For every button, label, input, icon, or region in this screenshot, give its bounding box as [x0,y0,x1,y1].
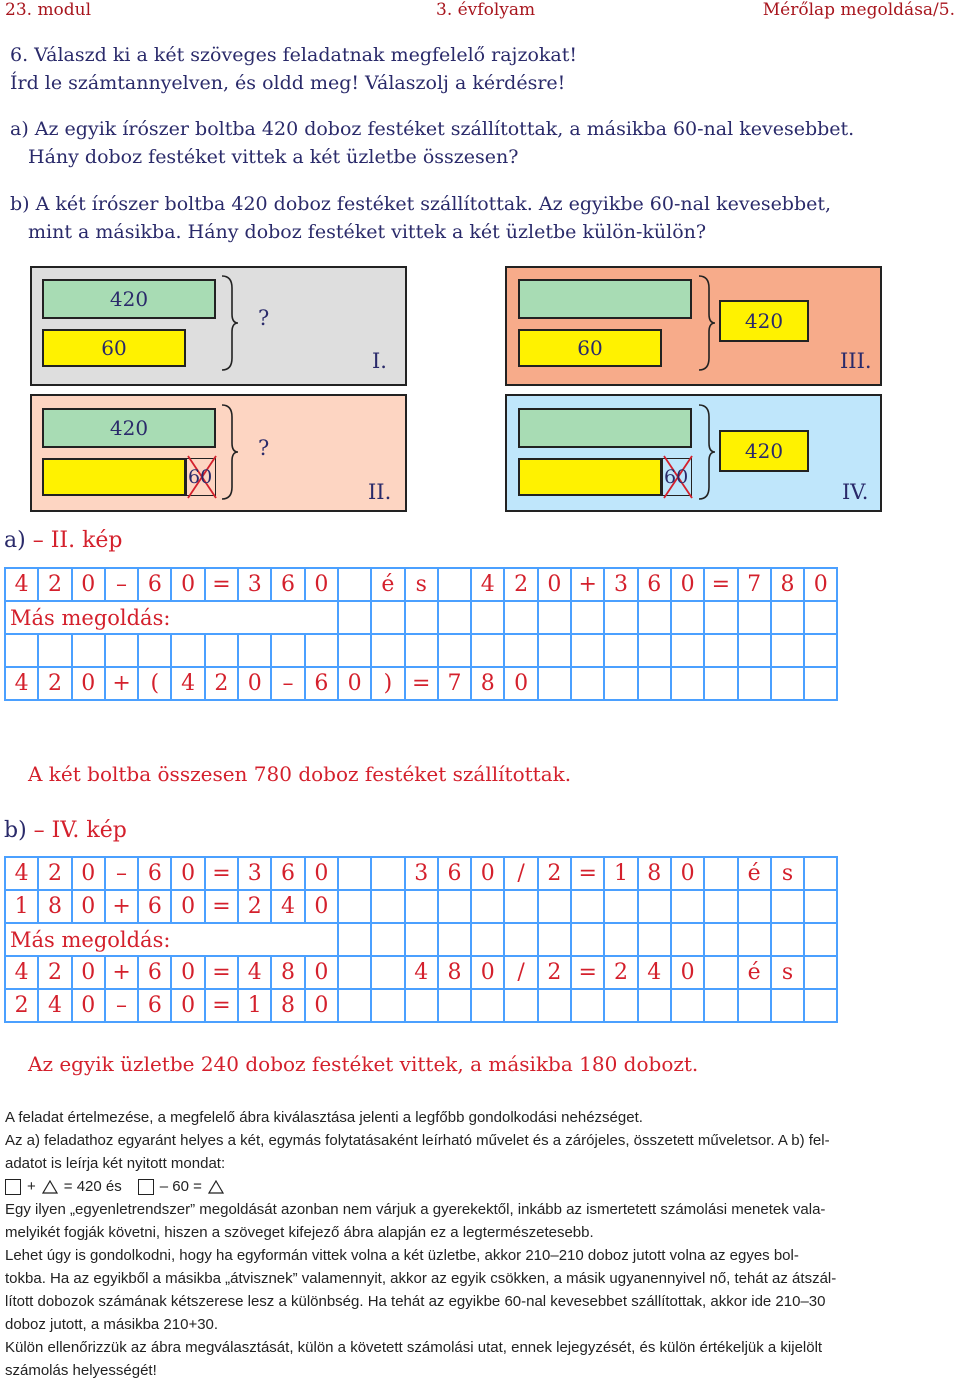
grid-cell: 0 [338,667,371,700]
grid-cell: 2 [504,568,537,601]
grid-cell: 0 [671,857,704,890]
grid-cell [571,989,604,1022]
grid-cell: 6 [138,857,171,890]
grid-cell: 8 [271,956,304,989]
grid-cell [638,667,671,700]
grid-cell: 4 [638,956,671,989]
grid-cell: 6 [138,989,171,1022]
task-a-line-2: Hány doboz festéket vittek a két üzletbe összesen? [28,146,519,168]
grid-cell: 0 [804,568,837,601]
grid-cell: 0 [305,989,338,1022]
grid-cell: – [105,568,138,601]
grid-cell: 0 [471,956,504,989]
task-line-1: 6. Válaszd ki a két szöveges feladatnak megfelelő rajzokat! [10,44,578,66]
grid-cell: 6 [138,956,171,989]
grid-cell: / [504,857,537,890]
note-3b: melyikét fogják követni, hiszen a szöveget kifejező ábra alapján ez a legtermészetesebb. [5,1224,594,1241]
square-icon [5,1179,21,1195]
grid-cell: 8 [638,857,671,890]
grid-cell: 0 [171,890,204,923]
grid-cell: 6 [138,890,171,923]
grid-cell [704,956,737,989]
note-5b: számolás helyességét! [5,1362,157,1379]
grid-cell: 1 [604,857,637,890]
grid-cell [771,890,804,923]
grid-cell [38,634,71,667]
grid-cell [671,634,704,667]
section-a-pick: – II. kép [32,528,123,553]
grid-cell [704,634,737,667]
grid-cell [5,634,38,667]
grid-cell: = [205,890,238,923]
grid-cell: 4 [171,667,204,700]
grid-cell [738,890,771,923]
grid-cell [604,989,637,1022]
grid-cell [72,634,105,667]
grid-cell [371,989,404,1022]
triangle-icon [208,1180,224,1194]
grid-cell: 0 [72,857,105,890]
grid-cell: 4 [271,890,304,923]
grid-cell [438,890,471,923]
grid-cell: é [738,956,771,989]
panel-label-3: III. [840,349,872,373]
grid-cell: 2 [38,667,71,700]
grid-cell: = [205,857,238,890]
diagram-panel-2[interactable] [30,394,407,512]
grid-cell [271,634,304,667]
grid-cell [405,634,438,667]
grid-cell [671,989,704,1022]
grid-cell: 0 [471,857,504,890]
grid-cell: ) [371,667,404,700]
square-icon [138,1179,154,1195]
grid-cell: 8 [471,667,504,700]
grid-cell [338,989,371,1022]
bar-long: 420 [42,279,216,319]
note-4c: lított dobozok számának kétszerese lesz a különbség. Ha tehát az egyikbe 60-nal kevesebbet szállítottak, akkor ide 210–30 [5,1293,826,1310]
grid-cell: 4 [5,857,38,890]
grid-cell [571,667,604,700]
brace-icon [220,403,240,501]
grid-cell [438,989,471,1022]
grid-cell [371,634,404,667]
grid-cell [371,890,404,923]
grid-cell: 0 [305,857,338,890]
grid-cell [438,568,471,601]
note-4a: Lehet úgy is gondolkodni, hogy ha egyformán vittek volna a két üzletbe, akkor 210–210 doboz jutott volna az egyes bol- [5,1247,799,1264]
grid-cell [704,667,737,700]
brace-icon [220,274,240,372]
question-mark: ? [258,306,270,330]
grid-cell: 2 [238,890,271,923]
grid-cell: 0 [72,890,105,923]
grid-cell [638,634,671,667]
grid-cell: 6 [638,568,671,601]
grid-cell [704,989,737,1022]
grid-a [4,567,838,701]
grid-cell [804,890,837,923]
grid-cell: 3 [238,568,271,601]
grid-cell: 3 [405,857,438,890]
grid-cell: 0 [238,667,271,700]
note-5a: Külön ellenőrizzük az ábra megválasztását, külön a követett számolási utat, ennek lejegyzését, és külön értékeljük a kijelölt [5,1339,823,1356]
grid-cell [804,989,837,1022]
grid-cell: – [105,989,138,1022]
grid-cell [771,667,804,700]
grid-cell: 0 [504,667,537,700]
grid-b [4,856,838,1023]
grid-cell: 0 [671,956,704,989]
grid-row [5,923,837,956]
grid-cell: + [105,890,138,923]
task-b-line-2: mint a másikba. Hány doboz festéket vittek a két üzletbe külön-külön? [28,221,707,243]
answer-a: A két boltba összesen 780 doboz festéket szállítottak. [28,762,572,786]
grid-cell: 0 [171,956,204,989]
grid-cell: é [738,857,771,890]
grid-cell [704,857,737,890]
note-equations: + = 420 és – 60 = [5,1175,955,1198]
difference-label: 60 [664,466,689,488]
grid-cell: s [771,857,804,890]
grid-cell: 0 [72,956,105,989]
grid-cell: / [504,956,537,989]
difference-label: 60 [188,466,213,488]
grid-cell [538,667,571,700]
grid-cell: + [105,956,138,989]
grid-cell: 2 [38,857,71,890]
grid-cell: + [105,667,138,700]
grid-row [5,956,837,989]
grid-cell [771,989,804,1022]
grid-cell: = [571,956,604,989]
grid-cell: 6 [271,568,304,601]
grid-cell: 4 [5,956,38,989]
task-b-line-1: b) A két írószer boltba 420 doboz festéket szállítottak. Az egyikbe 60-nal kevesebbet, [10,193,832,215]
grid-cell: 4 [238,956,271,989]
grid-cell [571,634,604,667]
grid-row [5,667,837,700]
note-2a: Az a) feladathoz egyaránt helyes a két, egymás folytatásaként leírható művelet és a zárójeles, összetett műveletsor. A b) fel- [5,1132,830,1149]
grid-row [5,857,837,890]
grid-cell: = [205,989,238,1022]
grid-cell [504,634,537,667]
grid-cell: 2 [604,956,637,989]
grid-cell [804,857,837,890]
task-line-2: Írd le számtannyelven, és oldd meg! Válaszolj a kérdésre! [10,72,566,94]
grid-cell: s [405,568,438,601]
grid-cell [238,634,271,667]
grid-cell: 3 [604,568,637,601]
bar-short: 60 [518,329,662,367]
grid-cell [604,667,637,700]
grid-cell [338,634,371,667]
grid-cell: 0 [171,989,204,1022]
grid-cell: 0 [171,857,204,890]
bar-short [42,458,186,496]
grid-cell [471,890,504,923]
grid-cell: 0 [72,568,105,601]
grid-cell [305,634,338,667]
grid-cell: 8 [38,890,71,923]
grid-cell [538,890,571,923]
grid-cell [338,890,371,923]
grid-cell [804,634,837,667]
grid-cell [405,890,438,923]
bar-long [518,408,692,448]
grid-cell: 8 [771,568,804,601]
grid-cell: 4 [5,667,38,700]
grid-cell: 4 [5,568,38,601]
grid-row [5,890,837,923]
note-1: A feladat értelmezése, a megfelelő ábra kiválasztása jelenti a legfőbb gondolkodási nehézséget. [5,1109,643,1126]
grid-cell: 0 [538,568,571,601]
grid-cell: = [205,956,238,989]
grid-cell: ( [138,667,171,700]
header-page: Mérőlap megoldása/5. [762,0,955,20]
grid-row [5,989,837,1022]
grid-cell [205,634,238,667]
note-3a: Egy ilyen „egyenletrendszer” megoldását azonban nem várjuk a gyerekektől, inkább az ismertetett számolási menetek vala- [5,1201,826,1218]
grid-cell [371,857,404,890]
grid-cell [471,634,504,667]
grid-cell [804,956,837,989]
grid-cell [538,989,571,1022]
grid-cell [338,956,371,989]
grid-cell: 6 [305,667,338,700]
total-box: 420 [719,430,809,472]
total-box: 420 [719,300,809,342]
grid-cell: 6 [138,568,171,601]
grid-cell [405,989,438,1022]
grid-cell [471,989,504,1022]
grid-cell: 2 [538,857,571,890]
grid-cell: 2 [205,667,238,700]
grid-cell [804,667,837,700]
grid-cell: 6 [438,857,471,890]
grid-cell: 7 [438,667,471,700]
grid-cell [704,890,737,923]
grid-cell: 2 [38,956,71,989]
answer-b: Az egyik üzletbe 240 doboz festéket vittek, a másikba 180 dobozt. [28,1052,699,1076]
grid-cell: s [771,956,804,989]
grid-cell: 6 [271,857,304,890]
task-a-line-1: a) Az egyik írószer boltba 420 doboz festéket szállítottak, a másikba 60-nal kevesebbet. [10,118,855,140]
question-mark: ? [258,436,270,460]
grid-cell [604,890,637,923]
panel-label-2: II. [368,480,392,504]
grid-cell [571,890,604,923]
diagram-panel-1[interactable] [30,266,407,386]
grid-cell: 8 [438,956,471,989]
bar-short [518,458,662,496]
grid-cell: = [205,568,238,601]
grid-cell: 8 [271,989,304,1022]
note-4b: tokba. Ha az egyikből a másikba „átvisznek” valamennyit, akkor az egyik csökken, a másik ugyanennyivel nő, tehát az átszál- [5,1270,837,1287]
grid-cell: 4 [471,568,504,601]
grid-cell: + [571,568,604,601]
grid-cell: é [371,568,404,601]
grid-cell [105,634,138,667]
note-2b: adatot is leírja két nyitott mondat: [5,1155,226,1172]
grid-row [5,634,837,667]
grid-cell: 2 [538,956,571,989]
grid-cell [338,857,371,890]
grid-cell: 0 [72,989,105,1022]
grid-row [5,601,837,634]
panel-label-1: I. [372,349,387,373]
grid-cell: 7 [738,568,771,601]
grid-cell [738,667,771,700]
triangle-icon [42,1180,58,1194]
grid-cell [638,890,671,923]
grid-cell: 3 [238,857,271,890]
grid-cell [738,634,771,667]
grid-cell: = [405,667,438,700]
grid-cell [438,634,471,667]
grid-label: Más megoldás: [5,923,338,956]
grid-cell [738,989,771,1022]
grid-cell [538,634,571,667]
section-b-pick: – IV. kép [33,818,127,843]
diagram-panel-4[interactable] [505,394,882,512]
grid-cell: – [271,667,304,700]
brace-icon [697,274,717,372]
grid-cell: 0 [671,568,704,601]
grid-row [5,568,837,601]
grid-cell: 2 [5,989,38,1022]
grid-cell: 2 [38,568,71,601]
grid-cell [338,568,371,601]
bar-short: 60 [42,329,186,367]
grid-cell: – [105,857,138,890]
bar-long [518,279,692,319]
grid-cell: 4 [38,989,71,1022]
grid-cell: 1 [5,890,38,923]
grid-cell [771,634,804,667]
grid-cell [171,634,204,667]
bar-long: 420 [42,408,216,448]
grid-cell: 1 [238,989,271,1022]
grid-cell: 0 [305,956,338,989]
grid-cell: 0 [72,667,105,700]
grid-label: Más megoldás: [5,601,338,634]
header-grade: 3. évfolyam [436,0,536,20]
header-module: 23. modul [5,0,92,20]
grid-cell: 0 [305,890,338,923]
grid-cell: = [704,568,737,601]
section-b-label: b) – IV. kép [4,818,127,843]
grid-cell: 4 [405,956,438,989]
brace-icon [697,403,717,501]
grid-cell: 0 [171,568,204,601]
grid-cell [371,956,404,989]
grid-cell [671,667,704,700]
note-4d: doboz jutott, a másikba 210+30. [5,1316,219,1333]
grid-cell [504,989,537,1022]
panel-label-4: IV. [842,480,869,504]
grid-cell [671,890,704,923]
grid-cell [138,634,171,667]
grid-cell: 0 [305,568,338,601]
grid-cell: = [571,857,604,890]
diagram-panel-3[interactable] [505,266,882,386]
grid-cell [504,890,537,923]
grid-cell [638,989,671,1022]
grid-cell [604,634,637,667]
section-a-label: a) – II. kép [4,528,123,553]
